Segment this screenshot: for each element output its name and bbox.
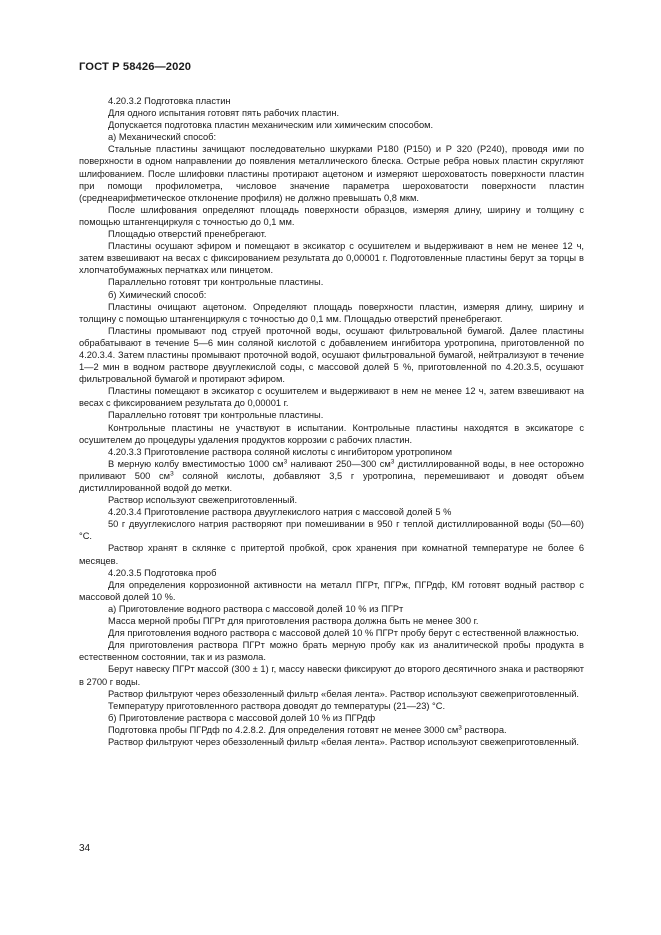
- paragraph: 4.20.3.4 Приготовление раствора двууглекислого натрия с массовой долей 5 %: [108, 507, 452, 518]
- text-run: соляной кислоты, добавляют 3,5 г уротропина, перемешивают и доводят объем дистиллированной водой до метки.: [79, 470, 585, 493]
- text-run: В мерную колбу вместимостью 1000 см: [108, 458, 284, 469]
- paragraph: После шлифования определяют площадь поверхности образцов, измеряя длину, ширину и толщину с помощью штангенциркуля с точностью до 0,1 мм.: [79, 204, 584, 227]
- paragraph: 50 г двууглекислого натрия растворяют при помешивании в 950 г теплой дистиллированной воды (50—60) °С.: [79, 519, 584, 542]
- paragraph: Раствор используют свежеприготовленный.: [108, 495, 298, 506]
- paragraph: Контрольные пластины не участвуют в испытании. Контрольные пластины находятся в эксикаторе с осушителем до процедуры удаления продуктов коррозии с рабочих пластин.: [79, 422, 584, 445]
- paragraph: Пластины помещают в эксикатор с осушителем и выдерживают в нем не менее 12 ч, затем взвешивают на весах с фиксированием результата до 0,00001 г.: [79, 386, 584, 409]
- text-run: наливают 250—300 см: [287, 458, 391, 469]
- page-number: 34: [79, 843, 91, 854]
- paragraph: а) Приготовление водного раствора с массовой долей 10 % из ПГРт: [108, 603, 404, 614]
- paragraph: [79, 724, 584, 736]
- paragraph: Для приготовления водного раствора с массовой долей 10 % ПГРт пробу берут с естественной влажностью.: [108, 628, 579, 639]
- paragraph: [79, 458, 584, 494]
- paragraph: а) Механический способ:: [108, 132, 217, 143]
- superscript: 3: [283, 458, 288, 466]
- paragraph: Параллельно готовят три контрольные пластины.: [108, 410, 324, 421]
- text-run: раствора.: [461, 724, 507, 735]
- paragraph: 4.20.3.3 Приготовление раствора соляной кислоты с ингибитором уротропином: [108, 446, 452, 457]
- paragraph: Допускается подготовка пластин механическим или химическим способом.: [108, 120, 434, 131]
- paragraph: Раствор фильтруют через обеззоленный фильтр «белая лента». Раствор используют свежеприготовленный.: [108, 736, 580, 747]
- paragraph: Пластины промывают под струей проточной воды, осушают фильтровальной бумагой. Далее пластины обрабатывают в течение 5—6 мин соляной кислотой с добавлением ингибитора уротропина, приготовленной по 4.20.3.4. Затем пластины промывают проточной водой, осушают фильтровальной бумагой, нейтрализуют в течение 1—2 мин в водном растворе двууглекислой соды, с массовой долей 5 %, приготовленной по 4.20.3.5, осушают фильтровальной бумагой и протирают эфиром.: [79, 325, 584, 385]
- paragraph: Раствор фильтруют через обеззоленный фильтр «белая лента». Раствор используют свежеприготовленный.: [108, 688, 580, 699]
- superscript: 3: [390, 458, 395, 466]
- paragraph: Для одного испытания готовят пять рабочих пластин.: [108, 108, 340, 119]
- paragraph: 4.20.3.5 Подготовка проб: [108, 567, 217, 578]
- paragraph: Для определения коррозионной активности на металл ПГРт, ПГРж, ПГРдф, КМ готовят водный раствор с массовой долей 10 %.: [79, 579, 584, 602]
- paragraph: б) Приготовление раствора с массовой долей 10 % из ПГРдф: [108, 712, 376, 723]
- text-run: Подготовка пробы ПГРдф по 4.2.8.2. Для определения готовят не менее 3000 см: [108, 724, 459, 735]
- paragraph: Пластины очищают ацетоном. Определяют площадь поверхности пластин, измеряя длину, ширину и толщину с помощью штангенциркуля с точностью до 0,1 мм. Площадью отверстий пренебрегают.: [79, 301, 584, 324]
- paragraph: 4.20.3.2 Подготовка пластин: [108, 96, 231, 106]
- paragraph: Параллельно готовят три контрольные пластины.: [108, 277, 324, 288]
- superscript: 3: [170, 470, 174, 478]
- superscript: 3: [458, 724, 462, 732]
- document-header: ГОСТ Р 58426—2020: [79, 61, 192, 73]
- text-run: дистиллированной воды, в нее осторожно приливают 500 см: [79, 458, 584, 481]
- paragraph: Для приготовления раствора ПГРт можно брать мерную пробу как из аналитической пробы продукта в естественном состоянии, так и из размола.: [79, 640, 584, 663]
- paragraph: Берут навеску ПГРт массой (300 ± 1) г, массу навески фиксируют до второго десятичного знака и растворяют в 2700 г воды.: [79, 664, 584, 687]
- paragraph: Температуру приготовленного раствора доводят до температуры (21—23) °С.: [108, 700, 446, 711]
- paragraph: б) Химический способ:: [108, 289, 207, 300]
- paragraph: Раствор хранят в склянке с притертой пробкой, срок хранения при комнатной температуре не более 6 месяцев.: [79, 543, 584, 566]
- paragraph: Стальные пластины зачищают последовательно шкурками Р180 (Р150) и Р 320 (Р240), проводя ими по поверхности в одном направлении до появления металлического блеска. Острые ребра новых пластин скругляют шлифованием. После шлифовки пластины протирают ацетоном и измеряют шероховатость поверхности пластин при помощи профилометра, числовое значение параметра шероховатости поверхности пластин (среднеарифметическое отклонение профиля) не должно превышать 0,8 мкм.: [79, 144, 584, 203]
- paragraph: Пластины осушают эфиром и помещают в эксикатор с осушителем и выдерживают в нем не менее 12 ч, затем взвешивают на весах с фиксированием результата до 0,00001 г. Подготовленные пластины берут за торцы в хлопчатобумажных перчатках или пинцетом.: [79, 241, 584, 276]
- document-body: [79, 95, 584, 748]
- paragraph: Масса мерной пробы ПГРт для приготовления раствора должна быть не менее 300 г.: [108, 616, 479, 627]
- paragraph: Площадью отверстий пренебрегают.: [108, 229, 267, 240]
